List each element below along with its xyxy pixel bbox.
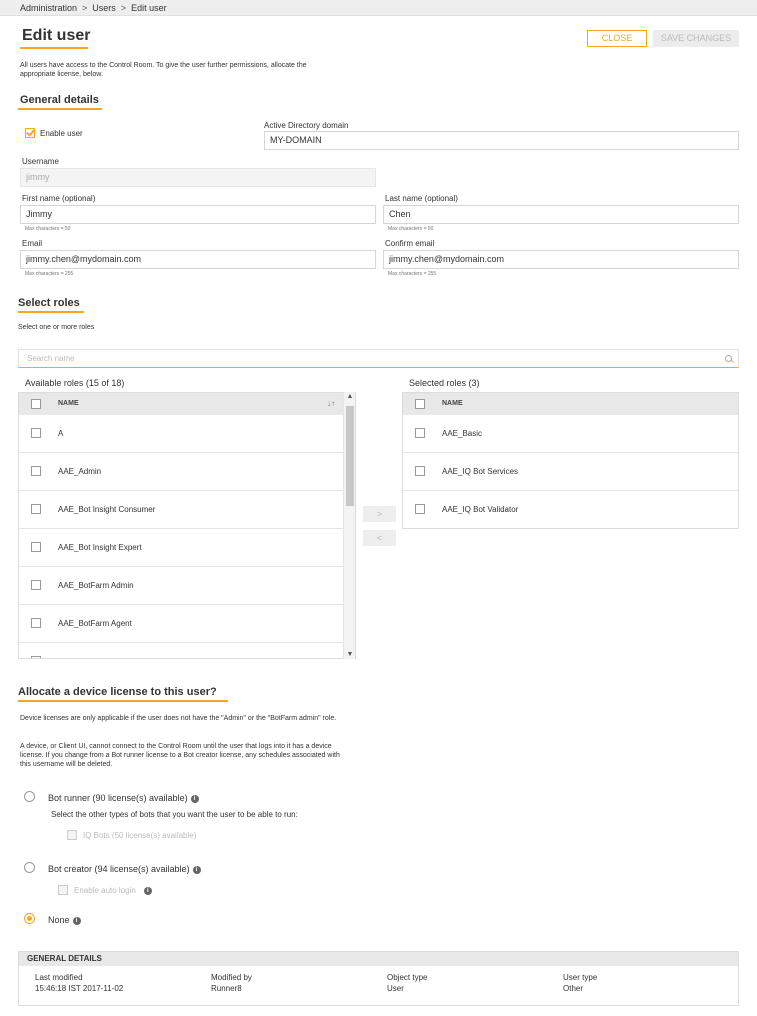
general-details-underline (18, 108, 102, 110)
general-details-title: General details (20, 94, 99, 106)
breadcrumb-separator: > (120, 2, 127, 13)
role-search-input[interactable] (18, 349, 739, 368)
scroll-down-icon[interactable]: ▼ (346, 651, 354, 658)
email-hint: Max characters = 255 (25, 271, 74, 277)
available-role-row[interactable] (19, 491, 355, 529)
last-name-field[interactable]: Chen (383, 205, 739, 224)
last-modified-value: 15:46:18 IST 2017-11-02 (35, 984, 124, 993)
object-type-value: User (387, 984, 404, 993)
email-label: Email (22, 239, 43, 248)
breadcrumb-administration[interactable]: Administration (20, 2, 78, 13)
available-role-row[interactable] (19, 567, 355, 605)
role-checkbox[interactable] (415, 428, 425, 438)
email-field[interactable]: jimmy.chen@mydomain.com (20, 250, 376, 269)
license-underline (18, 700, 228, 702)
available-roles-table (18, 392, 356, 659)
role-checkbox[interactable] (31, 428, 41, 438)
close-button[interactable]: CLOSE (587, 30, 647, 47)
license-note: Device licenses are only applicable if the user does not have the "Admin" or the "BotFarm admin" role. (20, 715, 337, 722)
info-icon[interactable]: i (191, 795, 199, 803)
available-role-row-partial[interactable] (19, 643, 355, 659)
selected-role-row[interactable] (403, 453, 738, 491)
selected-roles-title: Selected roles (3) (409, 378, 480, 388)
modified-by (211, 972, 252, 994)
role-checkbox[interactable] (31, 466, 41, 476)
selected-roles-header (403, 393, 738, 415)
confirm-email-hint: Max characters = 255 (388, 271, 437, 277)
modified-by-value: Runner8 (211, 984, 242, 993)
bot-runner-label: Bot runner (90 license(s) available) (48, 793, 188, 803)
title-underline (20, 47, 88, 49)
bot-creator-label: Bot creator (94 license(s) available) (48, 864, 190, 874)
object-type-label: Object type (387, 973, 428, 982)
info-icon[interactable]: i (144, 887, 152, 895)
info-icon[interactable]: i (193, 866, 201, 874)
username-label: Username (22, 157, 59, 166)
scroll-thumb[interactable] (346, 406, 354, 506)
role-checkbox[interactable] (31, 504, 41, 514)
last-modified (35, 972, 123, 994)
role-checkbox[interactable] (415, 466, 425, 476)
intro-text: All users have access to the Control Room. To give the user further permissions, allocate the appropriate license, below. (20, 62, 307, 78)
available-role-row[interactable] (19, 529, 355, 567)
license-description: A device, or Client UI, cannot connect to the Control Room until the user that logs into it has a device license. If you change from a Bot runner license to a Bot creator license, any schedules associated with this username will be deleted. (20, 743, 340, 768)
user-type-value: Other (563, 984, 584, 993)
available-roles-title: Available roles (15 of 18) (25, 378, 125, 388)
role-name: AAE_Bot Insight Expert (58, 543, 142, 552)
move-left-button[interactable]: < (363, 530, 396, 546)
role-name: A (58, 429, 64, 438)
role-name: AAE_BotFarm Admin (58, 581, 134, 590)
available-roles-scrollbar[interactable] (343, 392, 355, 659)
none-radio[interactable] (24, 913, 35, 924)
last-name-hint: Max characters = 50 (388, 226, 434, 232)
save-changes-button[interactable]: SAVE CHANGES (653, 30, 739, 47)
auto-login-option (74, 886, 152, 895)
confirm-email-label: Confirm email (385, 239, 435, 248)
first-name-label: First name (optional) (22, 194, 96, 203)
auto-login-label: Enable auto login (74, 886, 136, 895)
role-name: AAE_BotFarm Agent (58, 619, 132, 628)
select-all-available-checkbox[interactable] (31, 399, 41, 409)
object-type (387, 972, 427, 994)
role-search-placeholder: Search name (27, 354, 75, 363)
available-role-row[interactable] (19, 605, 355, 643)
search-icon[interactable] (725, 355, 732, 362)
role-checkbox[interactable] (31, 580, 41, 590)
bot-runner-subtext: Select the other types of bots that you want the user to be able to run: (51, 810, 298, 819)
select-all-selected-checkbox[interactable] (415, 399, 425, 409)
selected-role-row[interactable] (403, 415, 738, 453)
last-modified-label: Last modified (35, 973, 83, 982)
role-checkbox[interactable] (31, 656, 41, 659)
select-roles-underline (18, 311, 84, 313)
name-column-header[interactable]: NAME (442, 400, 463, 407)
bot-runner-option (48, 793, 199, 803)
role-name: AAE_Basic (442, 429, 483, 438)
role-checkbox[interactable] (31, 618, 41, 628)
enable-user-checkbox[interactable] (25, 128, 35, 138)
user-type-label: User type (563, 973, 598, 982)
general-details-panel (18, 951, 739, 1006)
bot-creator-option (48, 864, 201, 874)
selected-role-row[interactable] (403, 491, 738, 529)
username-field: jimmy (20, 168, 376, 187)
ad-domain-label: Active Directory domain (264, 121, 349, 130)
select-roles-title: Select roles (18, 297, 80, 309)
none-option (48, 915, 81, 925)
select-roles-subtitle: Select one or more roles (18, 324, 95, 331)
role-checkbox[interactable] (415, 504, 425, 514)
breadcrumb (0, 0, 757, 16)
confirm-email-field[interactable]: jimmy.chen@mydomain.com (383, 250, 739, 269)
sort-icon[interactable]: ↓↑ (327, 399, 335, 408)
name-column-header[interactable]: NAME (58, 400, 79, 407)
license-title: Allocate a device license to this user? (18, 686, 217, 698)
general-details-header: GENERAL DETAILS (19, 952, 738, 966)
available-role-row[interactable] (19, 453, 355, 491)
scroll-up-icon[interactable]: ▲ (346, 393, 354, 400)
iq-bots-checkbox[interactable] (67, 830, 77, 840)
modified-by-label: Modified by (211, 973, 252, 982)
page-title: Edit user (22, 27, 91, 44)
role-name: AAE_Admin (58, 467, 102, 476)
available-roles-header (19, 393, 355, 415)
iq-bots-label: IQ Bots (50 license(s) available) (83, 831, 197, 840)
bot-creator-radio[interactable] (24, 862, 35, 873)
user-type (563, 972, 597, 994)
breadcrumb-separator: > (82, 2, 88, 13)
selected-roles-table (402, 392, 739, 529)
role-checkbox[interactable] (31, 542, 41, 552)
available-role-row[interactable] (19, 415, 355, 453)
role-name: AAE_IQ Bot Services (442, 467, 519, 476)
breadcrumb-edit-user: Edit user (131, 2, 167, 13)
enable-user-label: Enable user (40, 129, 83, 138)
role-name: AAE_IQ Bot Validator (442, 505, 519, 514)
info-icon[interactable]: i (73, 917, 81, 925)
ad-domain-field[interactable]: MY-DOMAIN (264, 131, 739, 150)
last-name-label: Last name (optional) (385, 194, 458, 203)
first-name-hint: Max characters = 50 (25, 226, 71, 232)
move-right-button[interactable]: > (363, 506, 396, 522)
none-label: None (48, 915, 70, 925)
bot-runner-radio[interactable] (24, 791, 35, 802)
first-name-field[interactable]: Jimmy (20, 205, 376, 224)
breadcrumb-users[interactable]: Users (92, 2, 116, 13)
auto-login-checkbox[interactable] (58, 885, 68, 895)
role-name: AAE_Bot Insight Consumer (58, 505, 156, 514)
